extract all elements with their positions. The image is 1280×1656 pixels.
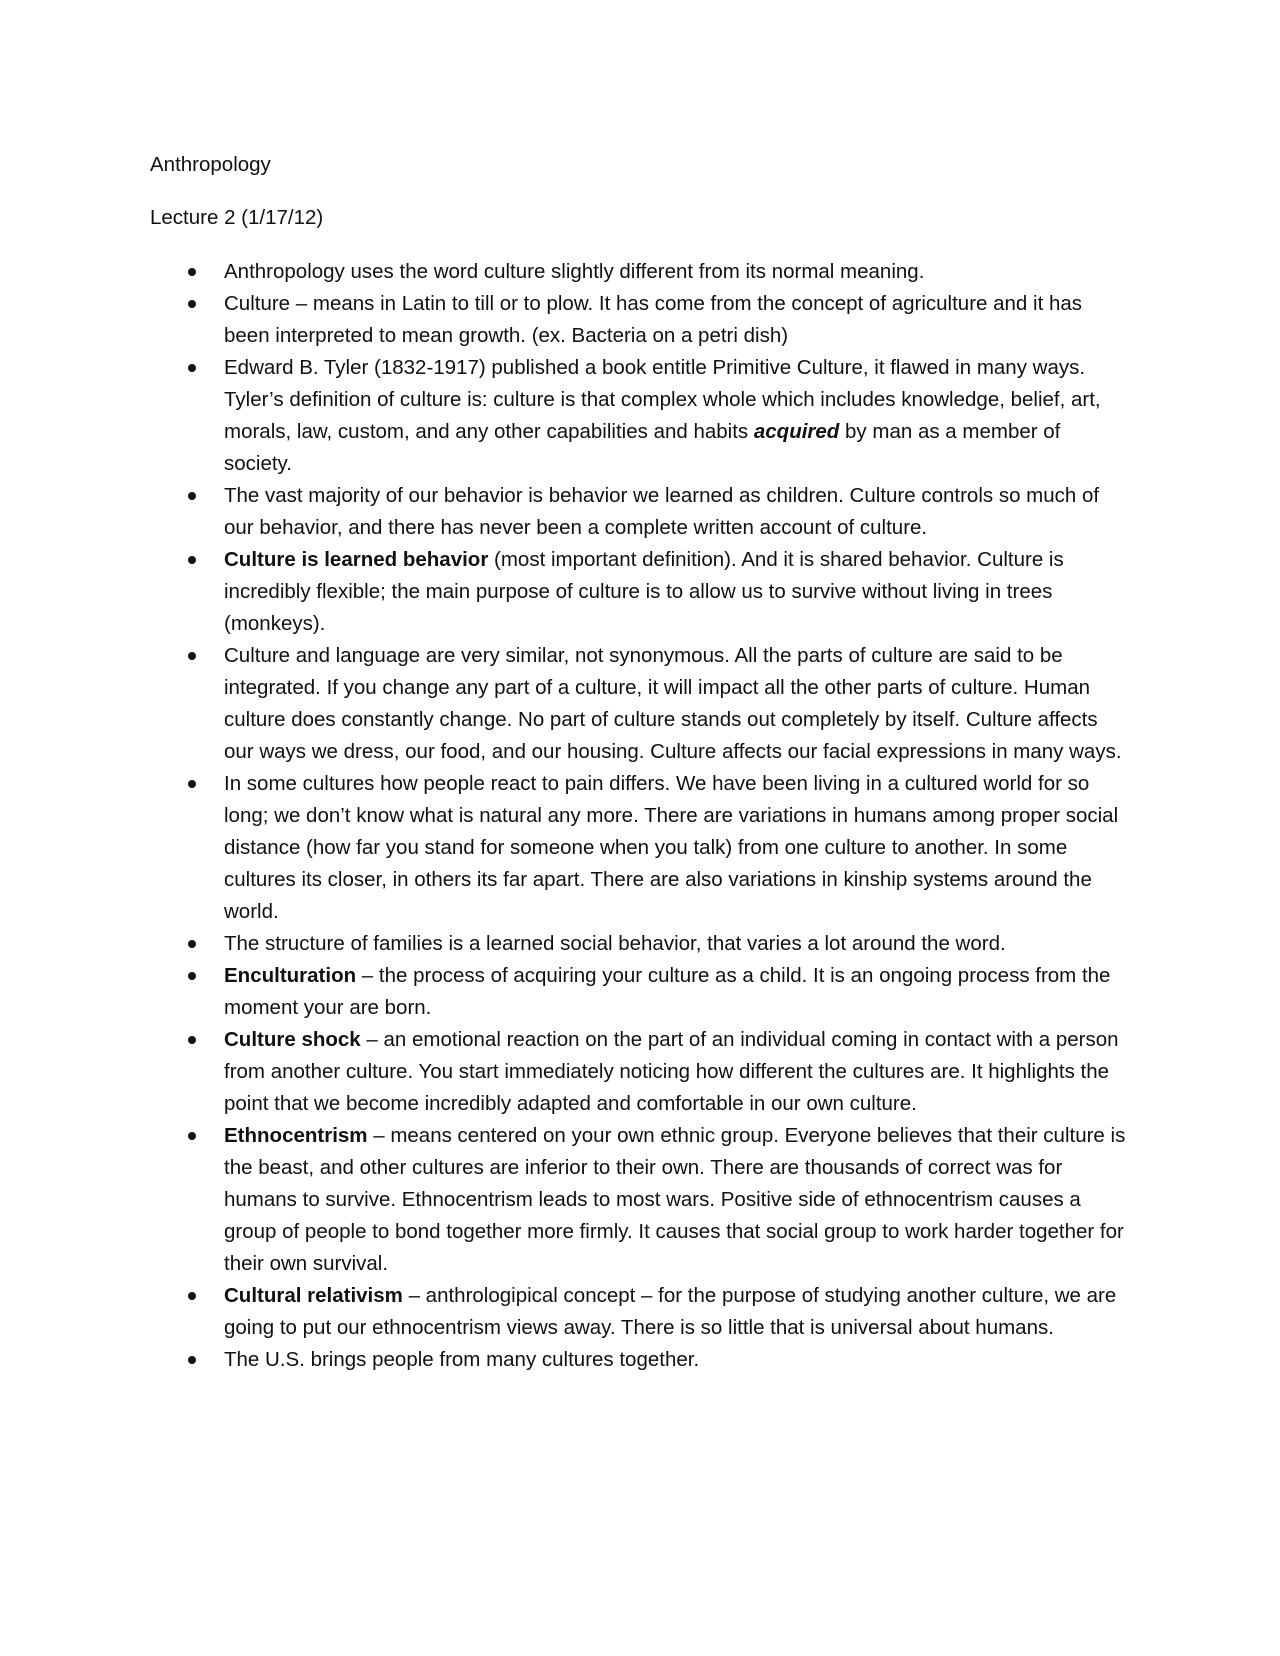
bullet-text: (most important definition). And it is shared behavior. Culture is incredibly flexible; the main purpose of culture is to allow us to survive without living in trees (monkeys). — [224, 548, 1064, 635]
bullet-text: – means centered on your own ethnic group. Everyone believes that their culture is the beast, and other cultures are inferior to their own. There are thousands of correct was for humans to survive. Ethnocentrism leads to most wars. Positive side of ethnocentrism causes a group of people to bond together more firmly. It causes that social group to work harder together for their own survival. — [224, 1124, 1126, 1275]
bullet-icon — [188, 1292, 196, 1300]
bullet-icon — [188, 492, 196, 500]
bullet-text: – the process of acquiring your culture as a child. It is an ongoing process from the moment your are born. — [224, 964, 1111, 1019]
bullet-item-3 — [150, 480, 1130, 544]
bullet-icon — [188, 556, 196, 564]
bullet-item-8 — [150, 960, 1130, 1024]
bullet-item-12 — [150, 1344, 1130, 1376]
bullet-icon — [188, 300, 196, 308]
bullet-text: Anthropology uses the word culture slightly different from its normal meaning. — [224, 260, 925, 283]
bullet-item-10 — [150, 1120, 1130, 1280]
bullet-text: Culture and language are very similar, not synonymous. All the parts of culture are said to be integrated. If you change any part of a culture, it will impact all the other parts of culture. Human culture does constantly change. No part of culture stands out completely by itself. Culture affects our ways we dress, our food, and our housing. Culture affects our facial expressions in many ways. — [224, 644, 1122, 763]
bullet-text: Culture – means in Latin to till or to plow. It has come from the concept of agriculture and it has been interpreted to mean growth. (ex. Bacteria on a petri dish) — [224, 292, 1083, 347]
bullet-item-1 — [150, 288, 1130, 352]
bullet-term: Culture is learned behavior — [224, 548, 489, 571]
bullet-icon — [188, 780, 196, 788]
lecture-title: Lecture 2 (1/17/12) — [150, 206, 324, 229]
bullet-text: The structure of families is a learned social behavior, that varies a lot around the word. — [224, 932, 1006, 955]
bullet-icon — [188, 940, 196, 948]
bullet-item-11 — [150, 1280, 1130, 1344]
bullet-icon — [188, 1132, 196, 1140]
bullet-text: – anthrologipical concept – for the purpose of studying another culture, we are going to put our ethnocentrism views away. There is so little that is universal about humans. — [224, 1284, 1117, 1339]
bullet-item-9 — [150, 1024, 1130, 1120]
lecture-notes-list — [150, 256, 1130, 1376]
bullet-term: Cultural relativism — [224, 1284, 403, 1307]
course-title: Anthropology — [150, 153, 271, 176]
bullet-item-0 — [150, 256, 1130, 288]
bullet-item-7 — [150, 928, 1130, 960]
bullet-item-2 — [150, 352, 1130, 480]
emphasis-acquired: acquired — [753, 420, 840, 443]
bullet-icon — [188, 1036, 196, 1044]
bullet-icon — [188, 652, 196, 660]
bullet-item-6 — [150, 768, 1130, 928]
bullet-icon — [188, 1356, 196, 1364]
bullet-item-4 — [150, 544, 1130, 640]
bullet-term: Enculturation — [224, 964, 357, 987]
bullet-text: In some cultures how people react to pain differs. We have been living in a cultured world for so long; we don’t know what is natural any more. There are variations in humans among proper social distance (how far you stand for someone when you talk) from one culture to another. In some cultures its closer, in others its far apart. There are also variations in kinship systems around the world. — [224, 772, 1119, 923]
bullet-icon — [188, 972, 196, 980]
bullet-icon — [188, 268, 196, 276]
bullet-text-before: Edward B. Tyler (1832-1917) published a book entitle Primitive Culture, it flawed in many ways. Tyler’s definition of culture is: culture is that complex whole which includes knowledge, belief, art, morals, law, custom, and any other capabilities and habits — [224, 356, 1101, 443]
bullet-item-5 — [150, 640, 1130, 768]
bullet-text-after: by man as a member of society. — [224, 420, 1061, 475]
bullet-text: The U.S. brings people from many cultures together. — [224, 1348, 700, 1371]
bullet-text: – an emotional reaction on the part of an individual coming in contact with a person from another culture. You start immediately noticing how different the cultures are. It highlights the point that we become incredibly adapted and comfortable in our own culture. — [224, 1028, 1119, 1115]
bullet-term: Culture shock — [224, 1028, 361, 1051]
bullet-term: Ethnocentrism — [224, 1124, 368, 1147]
bullet-icon — [188, 364, 196, 372]
bullet-text: The vast majority of our behavior is behavior we learned as children. Culture controls so much of our behavior, and there has never been a complete written account of culture. — [224, 484, 1100, 539]
